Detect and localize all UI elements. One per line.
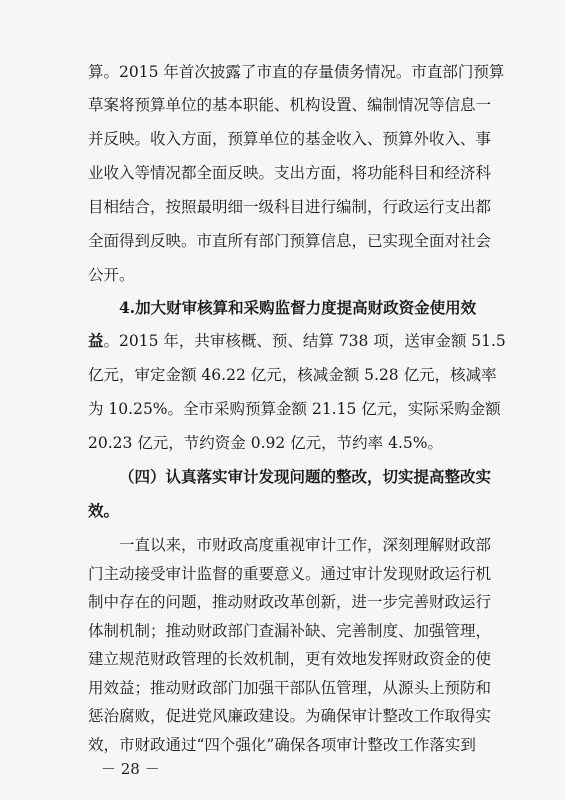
body-text-line: 用效益；推动财政部门加强干部队伍管理，从源头上预防和 bbox=[88, 678, 492, 697]
body-text-line: 为 10.25%。全市采购预算金额 21.15 亿元，实际采购金额 bbox=[88, 400, 501, 418]
body-text-line: 全面得到反映。市直所有部门预算信息，已实现全面对社会 bbox=[88, 232, 492, 250]
section-heading-continued: 效。 bbox=[88, 501, 120, 520]
body-text-line: 效，市财政通过“四个强化”确保各项审计整改工作落实到 bbox=[88, 735, 476, 754]
section-point-title: 4.加大财审核算和采购监督力度提高财政资金使用效 bbox=[119, 298, 477, 317]
body-text-segment: 。2015 年，共审核概、预、结算 738 项，送审金额 51.5 bbox=[103, 332, 506, 350]
page-number: － 28 － bbox=[101, 760, 160, 778]
body-text-line: 门主动接受审计监督的重要意义。通过审计发现财政运行机 bbox=[88, 564, 492, 583]
body-text-line: 一直以来，市财政高度重视审计工作，深刻理解财政部 bbox=[119, 536, 492, 554]
body-text-line: 20.23 亿元，节约资金 0.92 亿元，节约率 4.5%。 bbox=[88, 434, 443, 452]
body-text-line: 目相结合，按照最明细一级科目进行编制，行政运行支出都 bbox=[88, 198, 492, 216]
body-text-line: 亿元，审定金额 46.22 亿元，核减金额 5.28 亿元，核减率 bbox=[88, 366, 497, 384]
body-text-line: 并反映。收入方面，预算单位的基金收入、预算外收入、事 bbox=[88, 130, 492, 148]
body-text-line: 惩治腐败，促进党风廉政建设。为确保审计整改工作取得实 bbox=[88, 707, 492, 725]
body-text-line: 算。2015 年首次披露了市直的存量债务情况。市直部门预算 bbox=[88, 63, 505, 81]
body-text-line: 建立规范财政管理的长效机制，更有效地发挥财政资金的使 bbox=[88, 650, 492, 668]
body-text-line: 草案将预算单位的基本职能、机构设置、编制情况等信息一 bbox=[88, 96, 492, 114]
section-point-title-end: 益 bbox=[88, 331, 104, 350]
body-text-line: 体制机制；推动财政部门查漏补缺、完善制度、加强管理， bbox=[88, 621, 492, 640]
body-text-line: 公开。 bbox=[88, 266, 135, 284]
section-heading: （四）认真落实审计发现问题的整改，切实提高整改实 bbox=[119, 467, 492, 486]
body-text-line: 业收入等情况都全面反映。支出方面，将功能科目和经济科 bbox=[88, 164, 492, 182]
body-text-line: 制中存在的问题，推动财政改革创新，进一步完善财政运行 bbox=[88, 593, 492, 611]
body-text-line bbox=[88, 331, 508, 351]
